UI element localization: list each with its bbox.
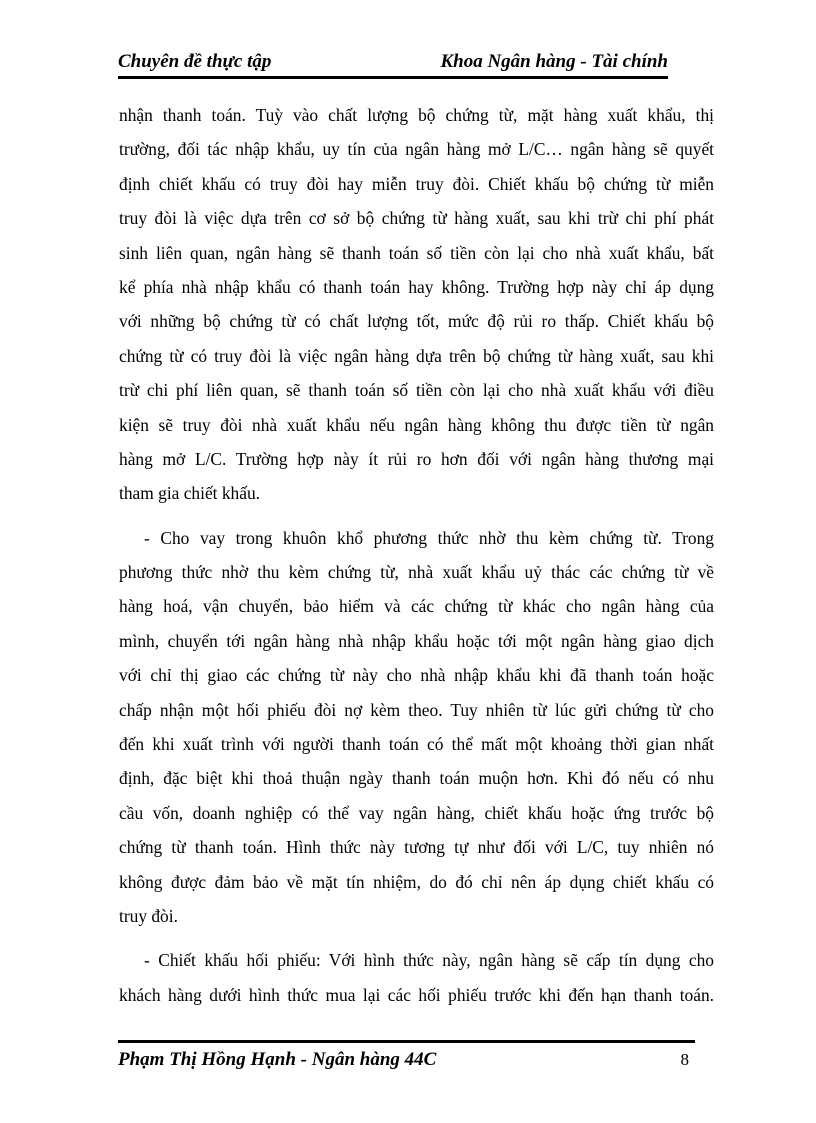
text-line: sinh liên quan, ngân hàng sẽ thanh toán số tiền còn lại cho nhà xuất khẩu, bất bbox=[119, 242, 714, 263]
text-line: khách hàng dưới hình thức mua lại các hối phiếu trước khi đến hạn thanh toán. bbox=[119, 984, 714, 1005]
text-line: kiện sẽ truy đòi nhà xuất khẩu nếu ngân hàng không thu được tiền từ ngân bbox=[119, 414, 714, 435]
text-line: đến khi xuất trình với người thanh toán có thể mất một khoảng thời gian nhất bbox=[119, 734, 714, 755]
text-line: không được đảm bảo về mặt tín nhiệm, do đó chỉ nên áp dụng chiết khấu có bbox=[119, 871, 714, 892]
text-line: với những bộ chứng từ có chất lượng tốt, mức độ rủi ro thấp. Chiết khấu bộ bbox=[119, 311, 714, 332]
text-line: chấp nhận một hối phiếu đòi nợ kèm theo. Tuy nhiên từ lúc gửi chứng từ cho bbox=[119, 699, 714, 720]
text-line: trừ chi phí liên quan, sẽ thanh toán số tiền còn lại cho nhà xuất khẩu với điều bbox=[119, 380, 714, 401]
text-line: chứng từ có truy đòi là việc ngân hàng dựa trên bộ chứng từ hàng xuất, sau khi bbox=[119, 345, 714, 366]
text-line: định, đặc biệt khi thoả thuận ngày thanh toán muộn hơn. Khi đó nếu có nhu bbox=[119, 768, 714, 789]
page-body bbox=[119, 98, 714, 1012]
page-footer bbox=[118, 1047, 695, 1073]
text-line: hàng mở L/C. Trường hợp này ít rủi ro hơn đối với ngân hàng thương mại bbox=[119, 448, 714, 469]
header-document-type: Chuyên đề thực tập bbox=[118, 51, 272, 72]
text-line: trường, đối tác nhập khẩu, uy tín của ngân hàng mở L/C… ngân hàng sẽ quyết bbox=[119, 139, 714, 160]
text-line: tham gia chiết khấu. bbox=[119, 483, 261, 504]
text-line: phương thức nhờ thu kèm chứng từ, nhà xuất khẩu uỷ thác các chứng từ về bbox=[119, 562, 714, 583]
text-line: hàng hoá, vận chuyển, bảo hiểm và các chứng từ khác cho ngân hàng của bbox=[119, 596, 714, 617]
text-line: định chiết khấu có truy đòi hay miễn truy đòi. Chiết khấu bộ chứng từ miễn bbox=[119, 173, 714, 194]
paragraph-2 bbox=[119, 521, 714, 934]
text-line: chứng từ thanh toán. Hình thức này tương tự như đối với L/C, tuy nhiên nó bbox=[119, 837, 714, 858]
text-line: truy đòi. bbox=[119, 905, 178, 926]
page-header bbox=[118, 50, 668, 74]
text-line: - Cho vay trong khuôn khổ phương thức nhờ thu kèm chứng từ. Trong bbox=[144, 527, 714, 548]
text-line: mình, chuyển tới ngân hàng nhà nhập khẩu hoặc tới một ngân hàng giao dịch bbox=[119, 630, 714, 651]
text-line: nhận thanh toán. Tuỳ vào chất lượng bộ chứng từ, mặt hàng xuất khẩu, thị bbox=[119, 105, 714, 125]
text-line: truy đòi là việc dựa trên cơ sở bộ chứng từ hàng xuất, sau khi trừ chi phí phát bbox=[119, 208, 714, 229]
footer-author: Phạm Thị Hồng Hạnh - Ngân hàng 44C bbox=[118, 1049, 437, 1070]
text-line: cầu vốn, doanh nghiệp có thể vay ngân hàng, chiết khấu hoặc ứng trước bộ bbox=[119, 802, 714, 823]
text-line: với chỉ thị giao các chứng từ này cho nhà nhập khẩu khi đã thanh toán hoặc bbox=[119, 665, 714, 686]
paragraph-1 bbox=[119, 98, 714, 511]
header-faculty: Khoa Ngân hàng - Tài chính bbox=[440, 51, 668, 72]
page-number: 8 bbox=[680, 1050, 689, 1069]
text-line: kể phía nhà nhập khẩu có thanh toán hay không. Trường hợp này chỉ áp dụng bbox=[119, 276, 714, 297]
paragraph-3 bbox=[119, 943, 714, 1012]
footer-rule bbox=[118, 1040, 695, 1043]
text-line: - Chiết khấu hối phiếu: Với hình thức này, ngân hàng sẽ cấp tín dụng cho bbox=[144, 950, 714, 971]
header-rule bbox=[118, 76, 668, 79]
